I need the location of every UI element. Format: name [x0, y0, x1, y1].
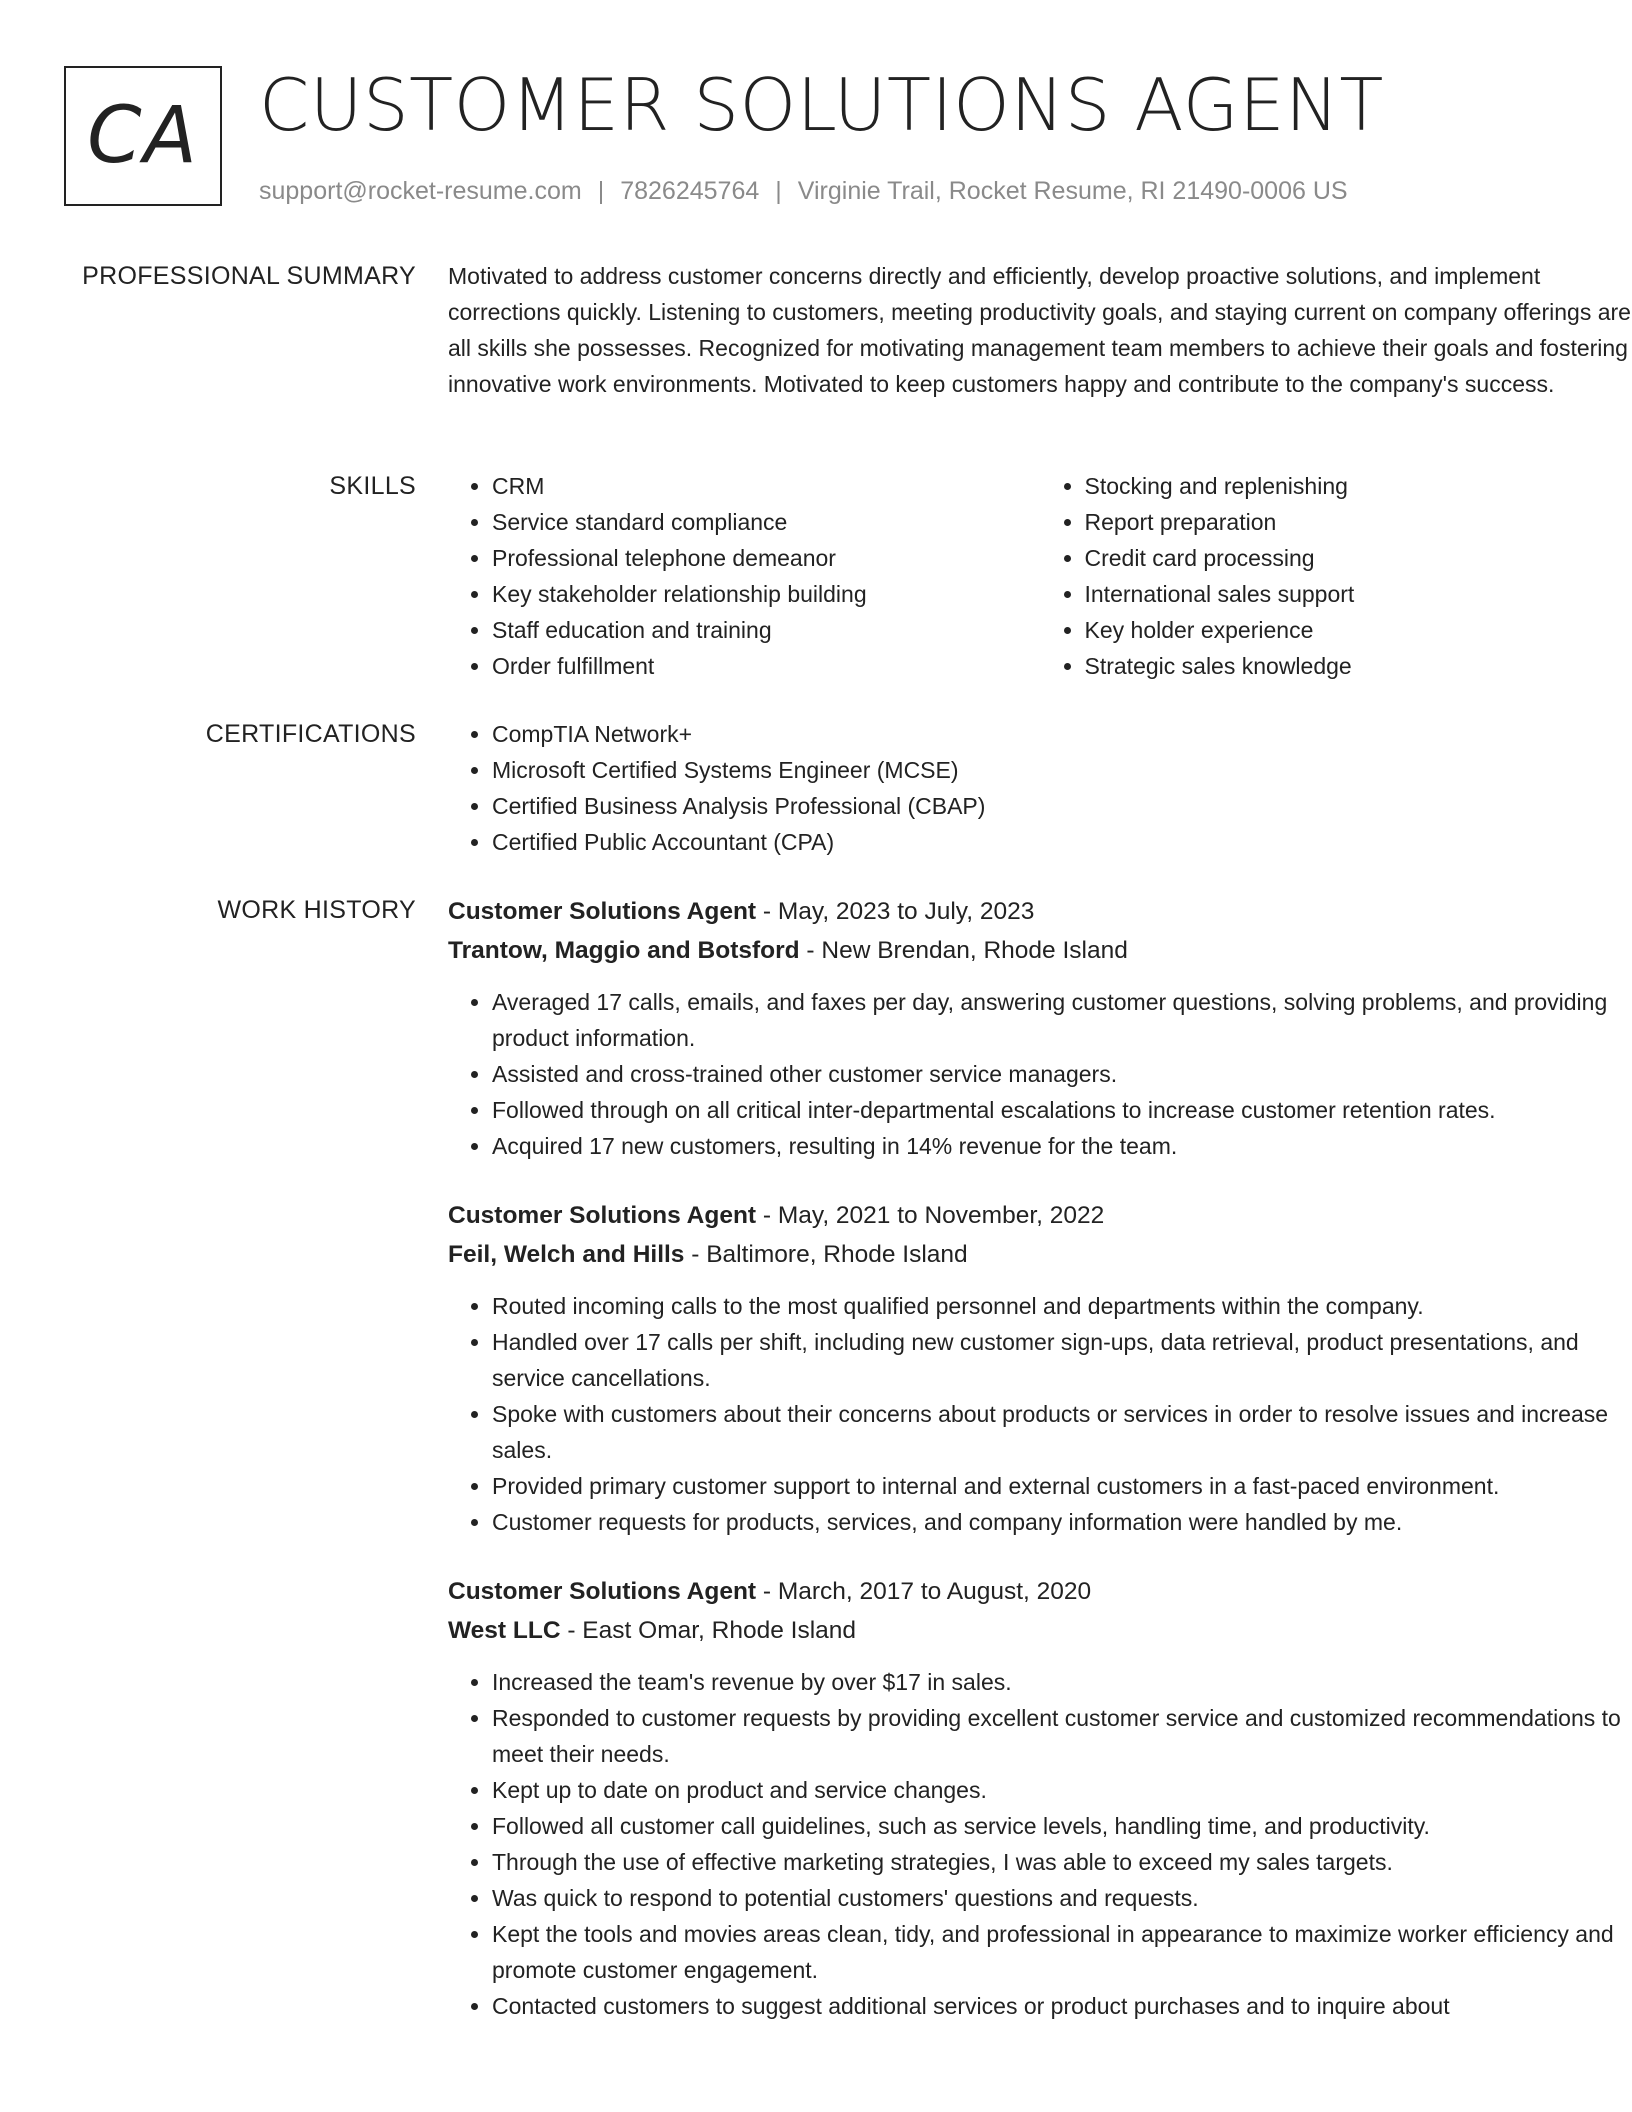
job-bullet: • Followed all customer call guidelines, such as service levels, handling time, and productivity.: [492, 1808, 1632, 1844]
job-location: - East Omar, Rhode Island: [560, 1617, 857, 1644]
job-bullet: • Customer requests for products, services, and company information were handled by me.: [492, 1504, 1632, 1540]
job-company: West LLC: [448, 1617, 561, 1644]
skill-item: • Key holder experience: [1085, 612, 1632, 648]
job-bullets: [448, 1664, 1632, 2024]
skill-item: • Report preparation: [1085, 504, 1632, 540]
certification-item: • Microsoft Certified Systems Engineer (MCSE): [492, 752, 1632, 788]
job-bullets: [448, 984, 1632, 1164]
skill-item: • Strategic sales knowledge: [1085, 648, 1632, 684]
job-title: Customer Solutions Agent: [448, 898, 757, 925]
job-bullets: [448, 1288, 1632, 1540]
resume-title: CUSTOMER SOLUTIONS AGENT: [259, 63, 1384, 147]
certification-item: • Certified Public Accountant (CPA): [492, 824, 1632, 860]
skill-item: • Key stakeholder relationship building: [492, 576, 1041, 612]
skill-item: • International sales support: [1085, 576, 1632, 612]
work-history-heading: WORK HISTORY: [217, 896, 416, 924]
job-company: Trantow, Maggio and Botsford: [448, 937, 800, 964]
job-bullet: • Was quick to respond to potential customers' questions and requests.: [492, 1880, 1632, 1916]
job-title-line: [448, 892, 1632, 932]
contact-separator: |: [597, 177, 605, 205]
job-company-line: [448, 1612, 1632, 1650]
job-bullet: • Handled over 17 calls per shift, including new customer sign-ups, data retrieval, product presentations, and service cancellations.: [492, 1324, 1632, 1396]
job-title: Customer Solutions Agent: [448, 1202, 757, 1229]
job-title-line: [448, 1196, 1632, 1236]
skills-list-left: [448, 468, 1041, 684]
job-company-line: [448, 1236, 1632, 1274]
job-bullet: • Responded to customer requests by providing excellent customer service and customized recommendations to meet their needs.: [492, 1700, 1632, 1772]
job-bullet: • Provided primary customer support to internal and external customers in a fast-paced environment.: [492, 1468, 1632, 1504]
job-bullet: • Kept up to date on product and service changes.: [492, 1772, 1632, 1808]
certification-item: • Certified Business Analysis Professional (CBAP): [492, 788, 1632, 824]
work-history-body: [448, 892, 1632, 2056]
job-dates: - March, 2017 to August, 2020: [756, 1578, 1092, 1605]
contact-line: [259, 174, 1348, 209]
job-location: - New Brendan, Rhode Island: [799, 937, 1128, 964]
summary-text: Motivated to address customer concerns directly and efficiently, develop proactive solutions, and implement corrections quickly. Listening to customers, meeting productivity goals, and staying current on company offerings are all skills she possesses. Recognized for motivating management team members to achieve their goals and fostering innovative work environments. Motivated to keep customers happy and contribute to the company's success.: [448, 263, 1631, 397]
contact-address: Virginie Trail, Rocket Resume, RI 21490-0006 US: [797, 177, 1348, 205]
job-company-line: [448, 932, 1632, 970]
job-bullet: • Acquired 17 new customers, resulting in 14% revenue for the team.: [492, 1128, 1632, 1164]
job-entry: [448, 1572, 1632, 2024]
job-location: - Baltimore, Rhode Island: [684, 1241, 968, 1268]
skill-item: • Credit card processing: [1085, 540, 1632, 576]
certifications-list: [448, 716, 1632, 860]
contact-separator: |: [775, 177, 782, 205]
contact-phone: 7826245764: [620, 177, 760, 205]
job-bullet: • Averaged 17 calls, emails, and faxes per day, answering customer questions, solving problems, and providing product information.: [492, 984, 1632, 1056]
skills-heading: SKILLS: [329, 472, 416, 500]
job-bullet: • Through the use of effective marketing strategies, I was able to exceed my sales targets.: [492, 1844, 1632, 1880]
job-bullet: • Spoke with customers about their concerns about products or services in order to resolve issues and increase sales.: [492, 1396, 1632, 1468]
job-title-line: [448, 1572, 1632, 1612]
certification-item: • CompTIA Network+: [492, 716, 1632, 752]
skill-item: • CRM: [492, 468, 1041, 504]
certifications-heading: CERTIFICATIONS: [205, 720, 416, 748]
contact-email: support@rocket-resume.com: [259, 177, 582, 205]
skill-item: • Staff education and training: [492, 612, 1041, 648]
job-dates: - May, 2021 to November, 2022: [756, 1202, 1105, 1229]
skill-item: • Stocking and replenishing: [1085, 468, 1632, 504]
summary-body: [448, 258, 1632, 402]
resume-header: [64, 64, 1564, 214]
monogram-box: [64, 66, 222, 206]
monogram-initials: CA: [87, 91, 199, 181]
job-title: Customer Solutions Agent: [448, 1578, 757, 1605]
certifications-body: [448, 716, 1632, 860]
job-bullet: • Increased the team's revenue by over $17 in sales.: [492, 1664, 1632, 1700]
job-bullet: • Assisted and cross-trained other customer service managers.: [492, 1056, 1632, 1092]
skills-list-right: [1041, 468, 1632, 684]
skill-item: • Order fulfillment: [492, 648, 1041, 684]
skill-item: • Service standard compliance: [492, 504, 1041, 540]
job-bullet: • Contacted customers to suggest additional services or product purchases and to inquire about: [492, 1988, 1632, 2024]
job-bullet: • Followed through on all critical inter-departmental escalations to increase customer retention rates.: [492, 1092, 1632, 1128]
job-entry: [448, 1196, 1632, 1540]
skills-body: [448, 468, 1632, 684]
job-company: Feil, Welch and Hills: [448, 1241, 685, 1268]
job-bullet: • Routed incoming calls to the most qualified personnel and departments within the company.: [492, 1288, 1632, 1324]
job-bullet: • Kept the tools and movies areas clean, tidy, and professional in appearance to maximize worker efficiency and promote customer engagement.: [492, 1916, 1632, 1988]
job-dates: - May, 2023 to July, 2023: [756, 898, 1035, 925]
job-entry: [448, 892, 1632, 1164]
summary-heading: PROFESSIONAL SUMMARY: [82, 262, 416, 290]
skill-item: • Professional telephone demeanor: [492, 540, 1041, 576]
